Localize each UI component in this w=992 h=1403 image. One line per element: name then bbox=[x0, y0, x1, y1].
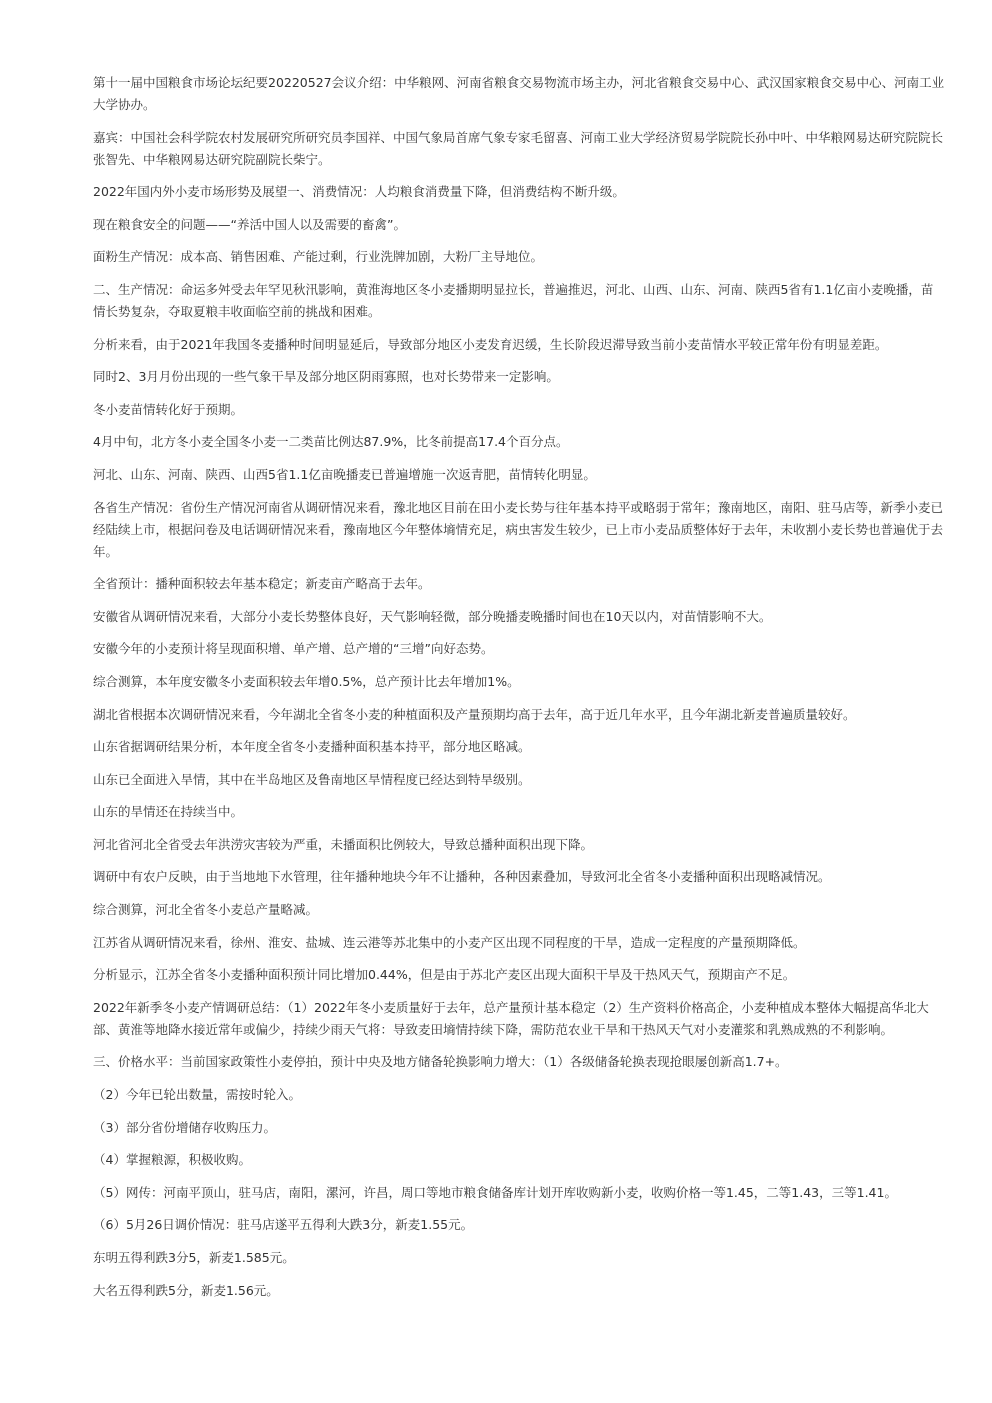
paragraph-price-item-4: （4）掌握粮源，积极收购。 bbox=[93, 1152, 251, 1168]
paragraph-hubei: 湖北省根据本次调研情况来看，今年湖北全省冬小麦的种植面积及产量预期均高于去年，高于近几年水平，且今年湖北新麦普遍质量较好。 bbox=[93, 706, 856, 722]
paragraph-daming-price: 大名五得利跌5分，新麦1.56元。 bbox=[93, 1282, 279, 1298]
paragraph-hebei: 河北省河北全省受去年洪涝灾害较为严重，未播面积比例较大，导致总播种面积出现下降。 bbox=[93, 836, 594, 852]
paragraph-jiangsu-analysis: 分析显示，江苏全省冬小麦播种面积预计同比增加0.44%，但是由于苏北产麦区出现大面积干旱及干热风天气，预期亩产不足。 bbox=[93, 967, 796, 983]
paragraph-henan-forecast: 全省预计：播种面积较去年基本稳定；新麦亩产略高于去年。 bbox=[93, 576, 431, 592]
document-page bbox=[93, 72, 945, 1312]
paragraph-five-provinces: 河北、山东、河南、陕西、山西5省1.1亿亩晚播麦已普遍增施一次返青肥，苗情转化明显。 bbox=[93, 466, 596, 482]
paragraph-survey-summary: 2022年新季冬小麦产情调研总结：（1）2022年冬小麦质量好于去年，总产量预计基本稳定（2）生产资料价格高企，小麦种植成本整体大幅提高华北大部、黄淮等地降水接近常年或偏少，持续少雨天气将：导致麦田墒情持续下降，需防范农业干旱和干热风天气对小麦灌浆和乳熟成熟的不利影响。 bbox=[93, 999, 929, 1037]
paragraph-shandong-ongoing: 山东的旱情还在持续当中。 bbox=[93, 804, 244, 820]
paragraph-hebei-estimate: 综合测算，河北全省冬小麦总产量略减。 bbox=[93, 902, 319, 918]
paragraph-hebei-farmers: 调研中有农户反映，由于当地地下水管理，往年播种地块今年不让播种，各种因素叠加，导致河北全省冬小麦播种面积出现略减情况。 bbox=[93, 869, 831, 885]
paragraph-drought-impact: 同时2、3月月份出现的一些气象干旱及部分地区阴雨寡照，也对长势带来一定影响。 bbox=[93, 369, 559, 385]
paragraph-price-item-5: （5）网传：河南平顶山，驻马店，南阳，漯河，许昌，周口等地市粮食储备库计划开库收购新小麦，收购价格一等1.45，二等1.43，三等1.41。 bbox=[93, 1184, 897, 1200]
paragraph-price-level: 三、价格水平：当前国家政策性小麦停拍，预计中央及地方储备轮换影响力增大：（1）各级储备轮换表现抢眼屡创新高1.7+。 bbox=[93, 1054, 788, 1070]
paragraph-production-situation: 二、生产情况：命运多舛受去年罕见秋汛影响，黄淮海地区冬小麦播期明显拉长，普遍推迟，河北、山西、山东、河南、陕西5省有1.1亿亩小麦晚播，苗情长势复杂，夺取夏粮丰收面临空前的挑战和困难。 bbox=[93, 281, 934, 319]
paragraph-anhui-three-increases: 安徽今年的小麦预计将呈现面积增、单产增、总产增的“三增”向好态势。 bbox=[93, 641, 494, 657]
paragraph-food-security: 现在粮食安全的问题——“养活中国人以及需要的畜禽”。 bbox=[93, 216, 406, 232]
paragraph-april-seedlings: 4月中旬，北方冬小麦全国冬小麦一二类苗比例达87.9%，比冬前提高17.4个百分点。 bbox=[93, 434, 569, 450]
paragraph-jiangsu: 江苏省从调研情况来看，徐州、淮安、盐城、连云港等苏北集中的小麦产区出现不同程度的干旱，造成一定程度的产量预期降低。 bbox=[93, 934, 806, 950]
paragraph-anhui-estimate: 综合测算，本年度安徽冬小麦面积较去年增0.5%，总产预计比去年增加1%。 bbox=[93, 673, 520, 689]
paragraph-analysis-delay: 分析来看，由于2021年我国冬麦播种时间明显延后，导致部分地区小麦发育迟缓，生长阶段迟滞导致当前小麦苗情水平较正常年份有明显差距。 bbox=[93, 336, 888, 352]
paragraph-price-item-3: （3）部分省份增储存收购压力。 bbox=[93, 1119, 276, 1135]
paragraph-price-item-2: （2）今年已轮出数量，需按时轮入。 bbox=[93, 1087, 301, 1103]
paragraph-flour-production: 面粉生产情况：成本高、销售困难、产能过剩，行业洗牌加剧，大粉厂主导地位。 bbox=[93, 249, 544, 265]
paragraph-henan: 各省生产情况：省份生产情况河南省从调研情况来看，豫北地区目前在田小麦长势与往年基本持平或略弱于常年；豫南地区，南阳、驻马店等，新季小麦已经陆续上市，根据问卷及电话调研情况来看，豫南地区今年整体墒情充足，病虫害发生较少，已上市小麦品质整体好于去年，未收割小麦长势也普遍优于去年。 bbox=[93, 499, 944, 559]
paragraph-shandong: 山东省据调研结果分析，本年度全省冬小麦播种面积基本持平，部分地区略减。 bbox=[93, 739, 531, 755]
paragraph-price-item-6: （6）5月26日调价情况：驻马店遂平五得利大跌3分，新麦1.55元。 bbox=[93, 1217, 474, 1233]
paragraph-consumption: 2022年国内外小麦市场形势及展望一、消费情况：人均粮食消费量下降，但消费结构不断升级。 bbox=[93, 184, 625, 200]
paragraph-guests: 嘉宾：中国社会科学院农村发展研究所研究员李国祥、中国气象局首席气象专家毛留喜、河南工业大学经济贸易学院院长孙中叶、中华粮网易达研究院院长张智先、中华粮网易达研究院副院长柴宁。 bbox=[93, 129, 944, 167]
paragraph-seedling-better: 冬小麦苗情转化好于预期。 bbox=[93, 401, 244, 417]
paragraph-forum-intro: 第十一届中国粮食市场论坛纪要20220527会议介绍：中华粮网、河南省粮食交易物流市场主办，河北省粮食交易中心、武汉国家粮食交易中心、河南工业大学协办。 bbox=[93, 75, 945, 112]
paragraph-anhui: 安徽省从调研情况来看，大部分小麦长势整体良好，天气影响轻微，部分晚播麦晚播时间也在10天以内，对苗情影响不大。 bbox=[93, 608, 772, 624]
paragraph-dongming-price: 东明五得利跌3分5，新麦1.585元。 bbox=[93, 1250, 295, 1265]
paragraph-shandong-drought: 山东已全面进入旱情，其中在半岛地区及鲁南地区旱情程度已经达到特旱级别。 bbox=[93, 771, 531, 787]
